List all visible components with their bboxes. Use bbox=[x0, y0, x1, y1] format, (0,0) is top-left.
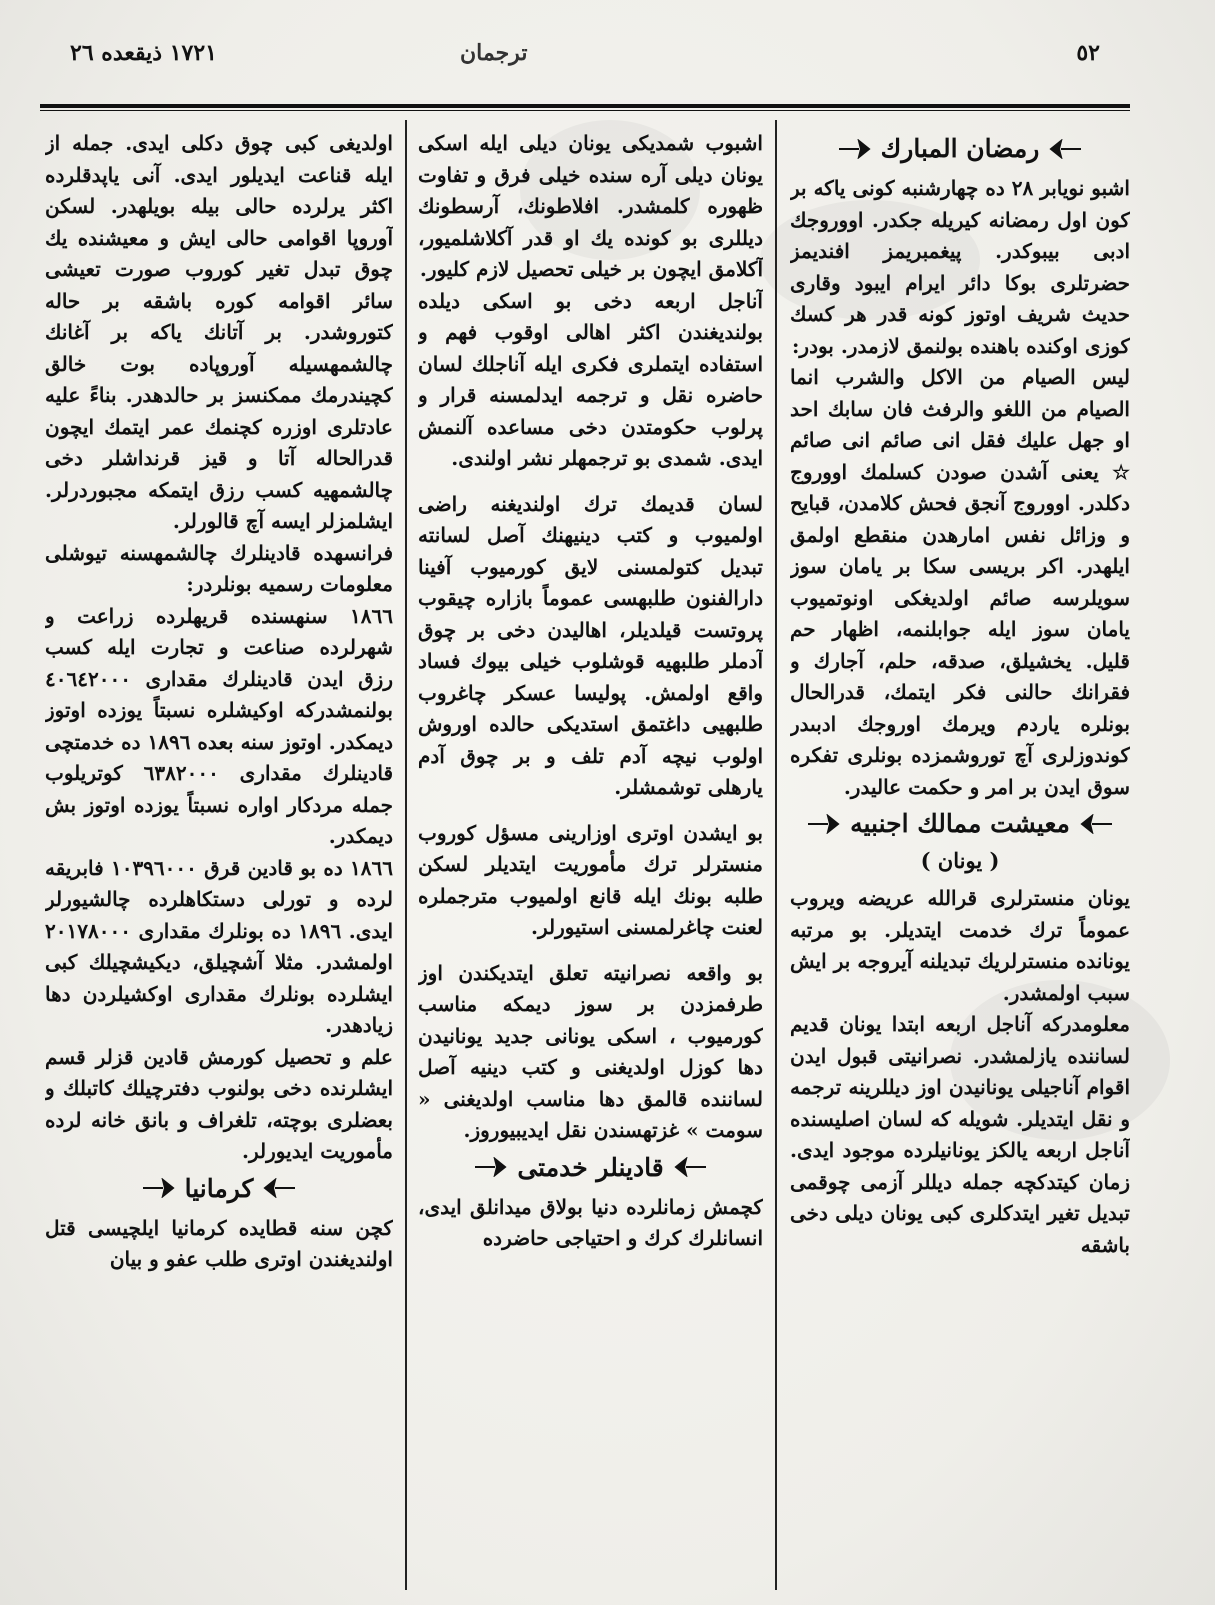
column-left bbox=[45, 128, 393, 1583]
heading-womens-work bbox=[418, 1153, 763, 1182]
paragraph: اولديغى كبى چوق دكلى ايدى. جمله از ايله قناعت ايديلور ايدى. آنى ياپدقلرده اكثر يرلرده حالى بيله بويلهدر. لسكن آوروپا اقوامى حالى ايش و معيشنده يك چوق تبدل تغير كوروب صورت تعيشى سائر اقوامه كوره باشقه بر حاله كتوروشدر. بر آتانك ياكه بر آغانك چالشمهسيله آوروپاده بوت خالق كچيندرمك ممكنسز بر حالدهدر. بناءً عليه عادتلرى اوزره كچنمك عمر ايتمك ايچون قدرالحاله آتا و قيز قرنداشلر دخى چالشمهيه كسب رزق ايتمكه مجبوردرلر. ايشلمزلر ايسه آچ قالورلر. bbox=[45, 131, 393, 533]
column-right bbox=[790, 128, 1130, 1583]
paragraph: ليس الصيام من الاكل والشرب انما الصيام من اللغو والرفث فان سابك احد او جهل عليك فقل انى صائم انى صائم ☆ يعنى آشدن صودن كسلمك اووروج دكلدر. اووروج آنجق فحش كلامدن، قبايح و وزائل نفس امارهدن منقطع اولمق ايلهدر. اكر بريسى سكا بر يامان سوز سويلرسه صائم اولديغكى اونوتميوب يامان سوز ايله جوابلنمه، اظهار حم قليل. يخشيلق، صدقه، حلم، آجارك و فقرانك حالنى فكر ايتمك، قدرالحال بونلره ياردم ويرمك اوروجك ادبىدر كوندوزلرى آچ توروشمزده بونلرى تفكره سوق ايدن بر امر و حكمت عاليدر. bbox=[790, 365, 1130, 799]
heading-text: قادينلر خدمتى bbox=[517, 1152, 664, 1182]
masthead-rule bbox=[40, 104, 1130, 108]
masthead-rule-thin bbox=[40, 110, 1130, 111]
ornament-icon bbox=[806, 814, 840, 834]
ornament-icon bbox=[263, 1178, 297, 1198]
paragraph: بو ايشدن اوترى اوزارينى مسؤل كوروب منسترلر ترك مأموريت ايتديلر لسكن طلبه بونك ايله قانع اولميوب مترجملره لعنت چاغرلمسنى استيورلر. bbox=[418, 820, 763, 939]
paragraph: كچمش زمانلرده دنيا بولاق ميدانلق ايدى، انسانلرك كرك و احتياجى حاضرده bbox=[418, 1194, 763, 1250]
heading-text: رمضان المبارك bbox=[880, 134, 1040, 163]
paragraph: آناجل اربعه دخى بو اسكى ديلده بولنديغندن اكثر اهالى اوقوب فهم و استفاده ايتملرى فكرى ايله آناجلك لسان حاضره نقل و ترجمه ايدلمسنه قرار و پرلوب حكومتدن دخى مساعده آلنمش ايدى. شمدى بو ترجمهلر نشر اولندى. bbox=[418, 288, 763, 470]
paragraph: بو واقعه نصرانيته تعلق ايتديكندن اوز طرفمزدن بر سوز ديمكه مناسب كورميوب ، اسكى يونانى جديد يونانيدن دها كوزل اولديغنى و كتب دينيه آصل لساننده قالمق دها مناسب اولديغنى « سومت » غزتهسندن نقل ايديبيوروز. bbox=[418, 960, 763, 1142]
heading-ramadan bbox=[790, 134, 1130, 163]
masthead bbox=[40, 34, 1140, 94]
ornament-icon bbox=[1080, 814, 1114, 834]
subheading-greece: ( يونان ) bbox=[920, 848, 1000, 873]
ornament-icon bbox=[141, 1178, 175, 1198]
paragraph: لسان قديمك ترك اولنديغنه راضى اولميوب و كتب دينيهنك آصل لسانته تبديل كتولمسنى لايق كورميوب آفينا دارالفنون طلبهسى عموماً بازاره چيقوب پروتست قيلديلر، اهاليدن دخى بر چوق آدملر طلبهيه قوشلوب خيلى بيوك فساد واقع اولمش. پوليسا عسكر چاغروب طلبهيى داغتمق استديكى حالده اوروش اولوب نيچه آدم تلف و بر چوق آدم يارهلى توشمشلر. bbox=[418, 491, 763, 799]
paragraph: يونان منسترلرى قرالله عريضه ويروب عموماً ترك خدمت ايتديلر. بو مرتبه يونانده منسترلريك تبديلنه آيروجه بر ايش سبب اولمشدر. bbox=[790, 886, 1130, 1005]
paragraph: ١٨٦٦ ده بو قادين قرق ١٠٣٩٦٠٠٠ فابريقه لرده و تورلى دستكاهلرده چالشيورلر ايدى. ١٨٩٦ ده بونلرك مقدارى ٢٠١٧٨٠٠٠ اولمشدر. مثلا آشچيلق، ديكيشچيلك كبى ايشلرده بونلرك مقدارى اوكشيلردن دها زيادهدر. bbox=[45, 855, 393, 1037]
masthead-page-number: ٥٢ bbox=[1076, 40, 1100, 66]
ornament-icon bbox=[837, 139, 871, 159]
masthead-date: ١٧٢١ ذيقعده ٢٦ bbox=[70, 40, 217, 66]
heading-text: معيشت ممالك اجنبيه bbox=[850, 809, 1070, 838]
paragraph: كچن سنه قطايده كرمانيا ايلچيسى قتل اولنديغندن اوترى طلب عفو و بيان bbox=[45, 1215, 393, 1271]
ornament-icon bbox=[473, 1157, 507, 1177]
heading-foreign-countries bbox=[790, 809, 1130, 838]
paragraph: ١٨٦٦ سنهسنده قريهلرده زراعت و شهرلرده صناعت و تجارت ايله كسب رزق ايدن قادينلرك مقدارى ٤٠٦٤٢٠٠٠ بولنمشدركه اوكيشلره نسبتاً يوزده اوتوز ديمكدر. اوتوز سنه بعده ١٨٩٦ ده خدمتچى قادينلرك مقدارى ٦٣٨٢٠٠٠ كوتريلوب جمله مردكار اواره نسبتاً يوزده اوتوز بش ديمكدر. bbox=[45, 603, 393, 848]
ornament-icon bbox=[674, 1157, 708, 1177]
paragraph: معلومدركه آناجل اربعه ابتدا يونان قديم لساننده يازلمشدر. نصرانيتى قبول ايدن اقوام آناجيلى يونانيدن اوز ديللرينه ترجمه و نقل ايتديلر. شويله كه لسان اصليسنده آناجل اربعه يالكز يونانيلرده موجود ايدى. زمان كيتدكچه جمله ديللر آزمى چوقمى تبديل تغير ايتدكلرى كبى يونان ديلى دخى باشقه bbox=[790, 1012, 1130, 1257]
column-middle bbox=[418, 128, 763, 1583]
column-divider bbox=[775, 120, 777, 1590]
paragraph: علم و تحصيل كورمش قادين قزلر قسم ايشلرنده دخى بولنوب دفترچيلك كاتبلك و بعضلرى بوچته، تلغراف و بانق خانه لرده مأموريت ايديورلر. bbox=[45, 1044, 393, 1163]
column-divider bbox=[405, 120, 407, 1590]
heading-text: كرمانيا bbox=[184, 1173, 254, 1203]
paragraph: فرانسهده قادينلرك چالشمهسنه تيوشلى معلومات رسميه بونلردر: bbox=[45, 540, 393, 596]
ornament-icon bbox=[1049, 139, 1083, 159]
paragraph: اشبو نويابر ٢٨ ده چهارشنبه كونى ياكه بر كون اول رمضانه كيريله جكدر. اووروجك ادبى بيبوكدر. پيغمبريمز افنديمز حضرتلرى بوكا دائر ايرام ايبود وقارى حديث شريف اوتوز كونه قدر هر كسك كوزى اوكنده باهنده بولنمق لازمدر. بودر: bbox=[790, 176, 1130, 358]
heading-germany bbox=[45, 1174, 393, 1203]
paragraph: اشبوب شمديكى يونان ديلى ايله اسكى يونان ديلى آره سنده خيلى فرق و تفاوت ظهوره كلمشدر. افلاطونك، آرسطونك ديللرى بو كونده يك او قدر آكلاشلميور، آكلامق ايچون بر خيلى تحصيل لازم كليور. bbox=[418, 131, 763, 281]
masthead-title: ترجمان bbox=[460, 40, 528, 66]
